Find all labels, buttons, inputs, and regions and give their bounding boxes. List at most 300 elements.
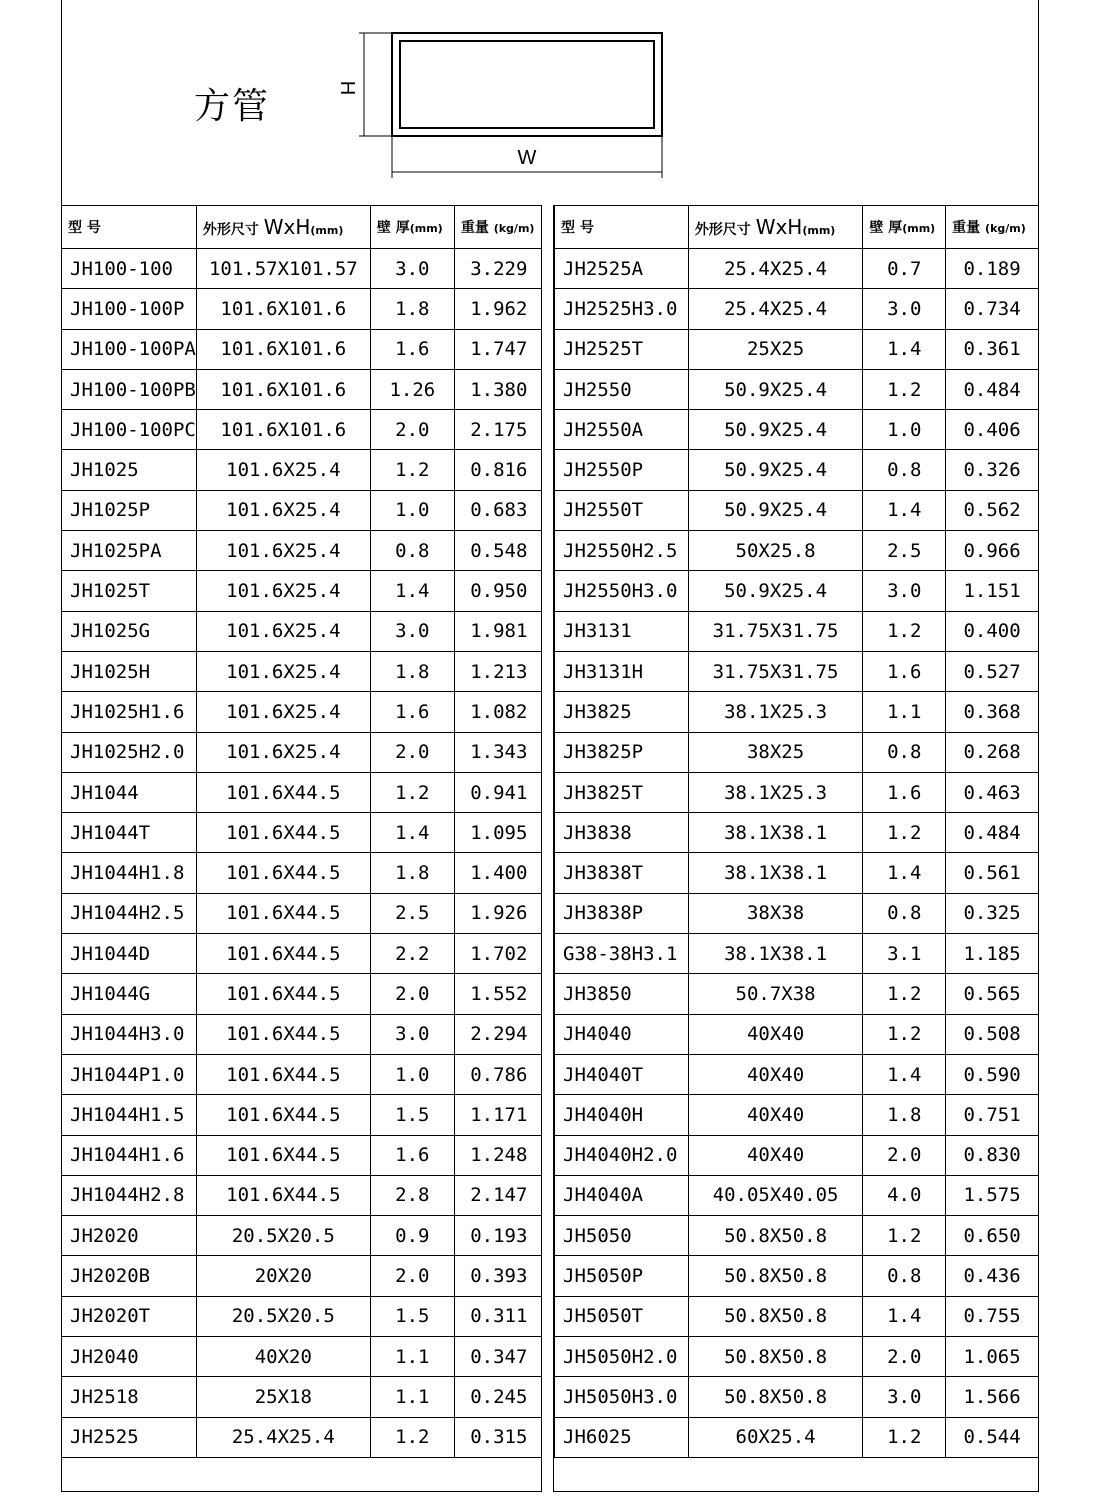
table-row <box>62 531 544 571</box>
cell-size: 40X40 <box>688 1135 863 1175</box>
cell-size: 101.6X25.4 <box>196 571 370 611</box>
cell-model: JH1044H2.8 <box>62 1175 197 1215</box>
header-weight-prefix: 重量 <box>952 220 981 236</box>
table-row <box>555 329 1039 369</box>
cell-size: 60X25.4 <box>688 1417 863 1457</box>
cell-weight: 0.406 <box>946 410 1039 450</box>
cell-size: 101.6X44.5 <box>196 772 370 812</box>
table-row <box>555 1216 1039 1256</box>
cell-size: 101.6X44.5 <box>196 1014 370 1054</box>
cell-size: 101.6X25.4 <box>196 531 370 571</box>
table-row <box>62 651 544 691</box>
table-body-right <box>555 249 1039 1458</box>
cell-wall-thickness: 2.0 <box>370 1256 454 1296</box>
cell-size: 101.6X101.6 <box>196 410 370 450</box>
cell-weight: 0.484 <box>946 369 1039 409</box>
cell-wall-thickness: 1.8 <box>370 651 454 691</box>
cell-weight: 1.185 <box>946 934 1039 974</box>
page-title: 方管 <box>194 86 271 127</box>
cell-model: JH100-100PC <box>62 410 197 450</box>
cell-size: 101.6X44.5 <box>196 1135 370 1175</box>
cell-wall-thickness: 1.4 <box>370 813 454 853</box>
table-row <box>555 1417 1039 1457</box>
cell-wall-thickness: 0.8 <box>370 531 454 571</box>
table-row <box>62 450 544 490</box>
cell-weight: 0.562 <box>946 490 1039 530</box>
table-row <box>62 1014 544 1054</box>
cell-model: JH2550P <box>555 450 689 490</box>
cell-wall-thickness: 1.2 <box>370 772 454 812</box>
cell-wall-thickness: 0.9 <box>370 1216 454 1256</box>
header-model: 型 号 <box>62 206 197 249</box>
cell-model: JH1025H1.6 <box>62 692 197 732</box>
cell-weight: 0.311 <box>454 1296 543 1336</box>
cell-weight: 1.171 <box>454 1095 543 1135</box>
table-row <box>555 490 1039 530</box>
cell-size: 50.9X25.4 <box>688 571 863 611</box>
spec-table-right <box>554 205 1039 1458</box>
cell-weight: 0.816 <box>454 450 543 490</box>
cell-weight: 1.151 <box>946 571 1039 611</box>
cell-weight: 0.755 <box>946 1296 1039 1336</box>
header-weight-prefix: 重量 <box>460 220 489 236</box>
cell-size: 25X18 <box>196 1377 370 1417</box>
cell-model: JH100-100PB <box>62 369 197 409</box>
header-wall <box>370 206 454 249</box>
header-size <box>688 206 863 249</box>
cell-weight: 0.508 <box>946 1014 1039 1054</box>
cell-wall-thickness: 3.0 <box>370 249 454 289</box>
cell-wall-thickness: 1.4 <box>863 1296 946 1336</box>
cell-model: JH5050H2.0 <box>555 1337 689 1377</box>
table-row <box>555 1175 1039 1215</box>
cell-weight: 2.294 <box>454 1014 543 1054</box>
cell-wall-thickness: 3.0 <box>370 1014 454 1054</box>
cell-size: 50.8X50.8 <box>688 1256 863 1296</box>
table-row <box>555 772 1039 812</box>
cell-size: 40X40 <box>688 1095 863 1135</box>
table-row <box>62 1054 544 1094</box>
table-row <box>62 934 544 974</box>
header-weight-unit: (kg/m) <box>985 222 1026 235</box>
cell-wall-thickness: 1.4 <box>863 1054 946 1094</box>
table-row <box>555 1337 1039 1377</box>
cell-wall-thickness: 2.2 <box>370 934 454 974</box>
cell-model: JH1044H1.8 <box>62 853 197 893</box>
table-row <box>62 490 544 530</box>
cell-model: JH2518 <box>62 1377 197 1417</box>
cell-weight: 0.368 <box>946 692 1039 732</box>
cell-weight: 0.463 <box>946 772 1039 812</box>
cell-weight: 0.245 <box>454 1377 543 1417</box>
spec-table-left <box>61 205 544 1458</box>
table-row <box>555 651 1039 691</box>
cell-model: JH1025T <box>62 571 197 611</box>
cell-wall-thickness: 2.5 <box>370 893 454 933</box>
cell-model: JH1044P1.0 <box>62 1054 197 1094</box>
cell-wall-thickness: 1.8 <box>863 1095 946 1135</box>
cell-size: 40X20 <box>196 1337 370 1377</box>
cell-size: 50.8X50.8 <box>688 1377 863 1417</box>
cell-weight: 0.315 <box>454 1417 543 1457</box>
cell-wall-thickness: 2.0 <box>370 974 454 1014</box>
cell-wall-thickness: 1.1 <box>370 1377 454 1417</box>
table-row <box>555 1377 1039 1417</box>
cell-weight: 0.400 <box>946 611 1039 651</box>
table-row <box>555 410 1039 450</box>
cell-model: JH5050P <box>555 1256 689 1296</box>
cell-wall-thickness: 0.8 <box>863 893 946 933</box>
cell-weight: 2.175 <box>454 410 543 450</box>
cell-model: JH3838P <box>555 893 689 933</box>
cell-size: 101.6X25.4 <box>196 490 370 530</box>
cell-weight: 1.552 <box>454 974 543 1014</box>
cell-size: 101.6X101.6 <box>196 369 370 409</box>
cell-weight: 2.147 <box>454 1175 543 1215</box>
cell-weight: 0.830 <box>946 1135 1039 1175</box>
header-size-unit: (mm) <box>310 224 344 237</box>
cell-wall-thickness: 3.0 <box>863 289 946 329</box>
cell-size: 50.8X50.8 <box>688 1337 863 1377</box>
cell-size: 40X40 <box>688 1014 863 1054</box>
table-row <box>555 934 1039 974</box>
header-model: 型 号 <box>555 206 689 249</box>
cell-size: 25.4X25.4 <box>688 249 863 289</box>
cell-wall-thickness: 2.0 <box>863 1135 946 1175</box>
cell-model: JH3131H <box>555 651 689 691</box>
header-wall-prefix: 壁 厚 <box>376 220 410 236</box>
cell-size: 101.6X25.4 <box>196 450 370 490</box>
cell-weight: 1.400 <box>454 853 543 893</box>
cell-size: 101.6X25.4 <box>196 732 370 772</box>
cell-weight: 0.786 <box>454 1054 543 1094</box>
cell-weight: 0.326 <box>946 450 1039 490</box>
cell-wall-thickness: 1.1 <box>863 692 946 732</box>
cell-weight: 1.926 <box>454 893 543 933</box>
table-row <box>555 531 1039 571</box>
cell-wall-thickness: 1.6 <box>863 772 946 812</box>
header-weight <box>946 206 1039 249</box>
cell-wall-thickness: 3.1 <box>863 934 946 974</box>
tube-inner-rect <box>400 41 654 128</box>
cell-wall-thickness: 1.2 <box>863 1417 946 1457</box>
cell-wall-thickness: 0.7 <box>863 249 946 289</box>
header-wall-unit: (mm) <box>902 222 936 235</box>
cell-model: JH2040 <box>62 1337 197 1377</box>
cell-wall-thickness: 1.4 <box>863 329 946 369</box>
cell-model: JH2550H3.0 <box>555 571 689 611</box>
cell-model: JH2020 <box>62 1216 197 1256</box>
cell-weight: 0.436 <box>946 1256 1039 1296</box>
cell-size: 38.1X38.1 <box>688 853 863 893</box>
cell-weight: 0.734 <box>946 289 1039 329</box>
cell-wall-thickness: 1.0 <box>370 1054 454 1094</box>
cell-weight: 0.950 <box>454 571 543 611</box>
cell-model: JH2550T <box>555 490 689 530</box>
cell-wall-thickness: 1.2 <box>863 813 946 853</box>
table-row <box>62 1135 544 1175</box>
header-size-prefix: 外形尺寸 <box>202 222 259 238</box>
table-row <box>555 974 1039 1014</box>
cell-weight: 1.095 <box>454 813 543 853</box>
header-weight-unit: (kg/m) <box>493 222 535 235</box>
cell-model: JH3825 <box>555 692 689 732</box>
cell-weight: 0.527 <box>946 651 1039 691</box>
cell-wall-thickness: 2.0 <box>370 732 454 772</box>
cell-model: JH4040A <box>555 1175 689 1215</box>
table-body-left <box>62 249 544 1458</box>
cell-model: JH1044T <box>62 813 197 853</box>
cell-size: 31.75X31.75 <box>688 651 863 691</box>
cell-model: JH2525H3.0 <box>555 289 689 329</box>
cell-size: 101.6X44.5 <box>196 853 370 893</box>
cell-size: 50.9X25.4 <box>688 450 863 490</box>
cell-weight: 0.361 <box>946 329 1039 369</box>
cell-wall-thickness: 1.1 <box>370 1337 454 1377</box>
cell-wall-thickness: 1.4 <box>863 490 946 530</box>
header-size-prefix: 外形尺寸 <box>694 222 751 238</box>
cell-size: 101.6X101.6 <box>196 329 370 369</box>
table-row <box>555 893 1039 933</box>
table-row <box>62 853 544 893</box>
cell-model: JH3838T <box>555 853 689 893</box>
cell-wall-thickness: 1.6 <box>370 692 454 732</box>
cell-model: JH100-100P <box>62 289 197 329</box>
cell-model: JH3825P <box>555 732 689 772</box>
cell-weight: 1.380 <box>454 369 543 409</box>
table-row <box>555 249 1039 289</box>
table-row <box>555 1135 1039 1175</box>
cell-size: 50.9X25.4 <box>688 410 863 450</box>
table-row <box>555 1256 1039 1296</box>
cell-weight: 1.343 <box>454 732 543 772</box>
cell-wall-thickness: 3.0 <box>863 571 946 611</box>
header-area <box>61 0 1039 205</box>
cell-wall-thickness: 2.5 <box>863 531 946 571</box>
cell-model: JH5050H3.0 <box>555 1377 689 1417</box>
cell-weight: 3.229 <box>454 249 543 289</box>
cell-size: 101.6X44.5 <box>196 893 370 933</box>
table-row <box>62 1337 544 1377</box>
table-row <box>62 329 544 369</box>
header-wall <box>863 206 946 249</box>
cell-model: JH1044D <box>62 934 197 974</box>
table-row <box>555 611 1039 651</box>
cell-size: 38.1X25.3 <box>688 692 863 732</box>
cell-wall-thickness: 2.0 <box>863 1337 946 1377</box>
table-header-row <box>62 206 544 249</box>
cell-size: 50.7X38 <box>688 974 863 1014</box>
cell-model: JH1044H1.5 <box>62 1095 197 1135</box>
table-row <box>62 1095 544 1135</box>
cell-wall-thickness: 1.2 <box>370 450 454 490</box>
cell-size: 25X25 <box>688 329 863 369</box>
cell-size: 101.6X25.4 <box>196 651 370 691</box>
cell-size: 101.6X44.5 <box>196 1095 370 1135</box>
cell-weight: 0.565 <box>946 974 1039 1014</box>
header-size-main: WxH <box>755 215 803 239</box>
cell-size: 101.6X101.6 <box>196 289 370 329</box>
cell-wall-thickness: 3.0 <box>370 611 454 651</box>
header-size <box>196 206 370 249</box>
cell-model: JH2020T <box>62 1296 197 1336</box>
cell-wall-thickness: 1.2 <box>370 1417 454 1457</box>
table-row <box>62 772 544 812</box>
cell-weight: 0.193 <box>454 1216 543 1256</box>
cell-weight: 0.484 <box>946 813 1039 853</box>
table-row <box>62 369 544 409</box>
cell-wall-thickness: 1.4 <box>370 571 454 611</box>
cell-model: JH1044H2.5 <box>62 893 197 933</box>
cell-weight: 1.213 <box>454 651 543 691</box>
cell-size: 38.1X38.1 <box>688 934 863 974</box>
cell-model: JH5050 <box>555 1216 689 1256</box>
table-row <box>555 692 1039 732</box>
cell-wall-thickness: 1.6 <box>370 1135 454 1175</box>
cell-wall-thickness: 1.2 <box>863 974 946 1014</box>
cell-size: 20X20 <box>196 1256 370 1296</box>
cell-model: JH1044H1.6 <box>62 1135 197 1175</box>
table-row <box>62 1256 544 1296</box>
cell-model: JH2525T <box>555 329 689 369</box>
cell-model: JH2550 <box>555 369 689 409</box>
cell-model: JH3838 <box>555 813 689 853</box>
header-weight <box>454 206 543 249</box>
cell-size: 101.6X44.5 <box>196 974 370 1014</box>
cell-model: JH5050T <box>555 1296 689 1336</box>
cell-size: 50.8X50.8 <box>688 1216 863 1256</box>
table-row <box>62 1296 544 1336</box>
cell-model: JH6025 <box>555 1417 689 1457</box>
cell-size: 50.8X50.8 <box>688 1296 863 1336</box>
table-gap <box>541 205 554 1492</box>
cell-size: 38.1X25.3 <box>688 772 863 812</box>
cell-wall-thickness: 0.8 <box>863 450 946 490</box>
cell-size: 40.05X40.05 <box>688 1175 863 1215</box>
cell-model: JH4040H2.0 <box>555 1135 689 1175</box>
table-row <box>555 1296 1039 1336</box>
cell-size: 31.75X31.75 <box>688 611 863 651</box>
cell-size: 38X38 <box>688 893 863 933</box>
cell-weight: 0.941 <box>454 772 543 812</box>
cell-wall-thickness: 1.2 <box>863 1216 946 1256</box>
cell-wall-thickness: 4.0 <box>863 1175 946 1215</box>
table-row <box>62 1417 544 1457</box>
header-wall-unit: (mm) <box>409 222 443 235</box>
header-wall-prefix: 壁 厚 <box>869 220 903 236</box>
cell-wall-thickness: 1.2 <box>863 1014 946 1054</box>
table-row <box>62 1216 544 1256</box>
cell-wall-thickness: 1.8 <box>370 853 454 893</box>
cell-wall-thickness: 1.4 <box>863 853 946 893</box>
table-row <box>555 1095 1039 1135</box>
cell-wall-thickness: 1.0 <box>370 490 454 530</box>
table-row <box>62 1377 544 1417</box>
cell-model: G38-38H3.1 <box>555 934 689 974</box>
cell-model: JH1025H2.0 <box>62 732 197 772</box>
cell-model: JH3825T <box>555 772 689 812</box>
cell-model: JH100-100 <box>62 249 197 289</box>
cell-wall-thickness: 0.8 <box>863 732 946 772</box>
cell-model: JH1044H3.0 <box>62 1014 197 1054</box>
cell-size: 38.1X38.1 <box>688 813 863 853</box>
cell-weight: 0.590 <box>946 1054 1039 1094</box>
table-row <box>62 289 544 329</box>
square-tube-diagram <box>61 0 1039 205</box>
cell-wall-thickness: 1.6 <box>370 329 454 369</box>
cell-weight: 1.747 <box>454 329 543 369</box>
cell-model: JH1025G <box>62 611 197 651</box>
table-row <box>555 1014 1039 1054</box>
cell-size: 50.9X25.4 <box>688 369 863 409</box>
cell-weight: 0.650 <box>946 1216 1039 1256</box>
cell-size: 101.57X101.57 <box>196 249 370 289</box>
h-label: H <box>336 80 358 96</box>
cell-wall-thickness: 0.8 <box>863 1256 946 1296</box>
table-row <box>62 692 544 732</box>
cell-model: JH2550A <box>555 410 689 450</box>
table-row <box>62 813 544 853</box>
cell-wall-thickness: 2.8 <box>370 1175 454 1215</box>
table-row <box>555 853 1039 893</box>
cell-size: 20.5X20.5 <box>196 1216 370 1256</box>
cell-wall-thickness: 2.0 <box>370 410 454 450</box>
cell-weight: 0.544 <box>946 1417 1039 1457</box>
table-row <box>62 249 544 289</box>
cell-weight: 0.548 <box>454 531 543 571</box>
cell-model: JH2525A <box>555 249 689 289</box>
cell-model: JH2525 <box>62 1417 197 1457</box>
cell-size: 101.6X44.5 <box>196 813 370 853</box>
table-row <box>555 571 1039 611</box>
cell-weight: 1.082 <box>454 692 543 732</box>
table-row <box>62 974 544 1014</box>
cell-model: JH2020B <box>62 1256 197 1296</box>
table-row <box>555 732 1039 772</box>
table-row <box>62 410 544 450</box>
cell-weight: 1.065 <box>946 1337 1039 1377</box>
cell-weight: 1.575 <box>946 1175 1039 1215</box>
cell-size: 101.6X25.4 <box>196 692 370 732</box>
cell-model: JH1025PA <box>62 531 197 571</box>
table-row <box>555 289 1039 329</box>
cell-model: JH2550H2.5 <box>555 531 689 571</box>
cell-wall-thickness: 1.0 <box>863 410 946 450</box>
cell-model: JH1025P <box>62 490 197 530</box>
table-row <box>62 611 544 651</box>
cell-model: JH4040 <box>555 1014 689 1054</box>
cell-size: 50.9X25.4 <box>688 490 863 530</box>
cell-weight: 0.189 <box>946 249 1039 289</box>
cell-weight: 0.751 <box>946 1095 1039 1135</box>
cell-weight: 1.962 <box>454 289 543 329</box>
cell-weight: 1.248 <box>454 1135 543 1175</box>
cell-model: JH1044G <box>62 974 197 1014</box>
cell-weight: 1.702 <box>454 934 543 974</box>
cell-model: JH1025H <box>62 651 197 691</box>
cell-weight: 0.268 <box>946 732 1039 772</box>
cell-weight: 1.566 <box>946 1377 1039 1417</box>
cell-wall-thickness: 1.2 <box>863 611 946 651</box>
table-row <box>62 571 544 611</box>
table-row <box>555 813 1039 853</box>
cell-weight: 0.347 <box>454 1337 543 1377</box>
table-row <box>555 369 1039 409</box>
w-label: W <box>517 147 537 169</box>
table-row <box>62 1175 544 1215</box>
cell-size: 101.6X44.5 <box>196 1175 370 1215</box>
table-header-row <box>555 206 1039 249</box>
